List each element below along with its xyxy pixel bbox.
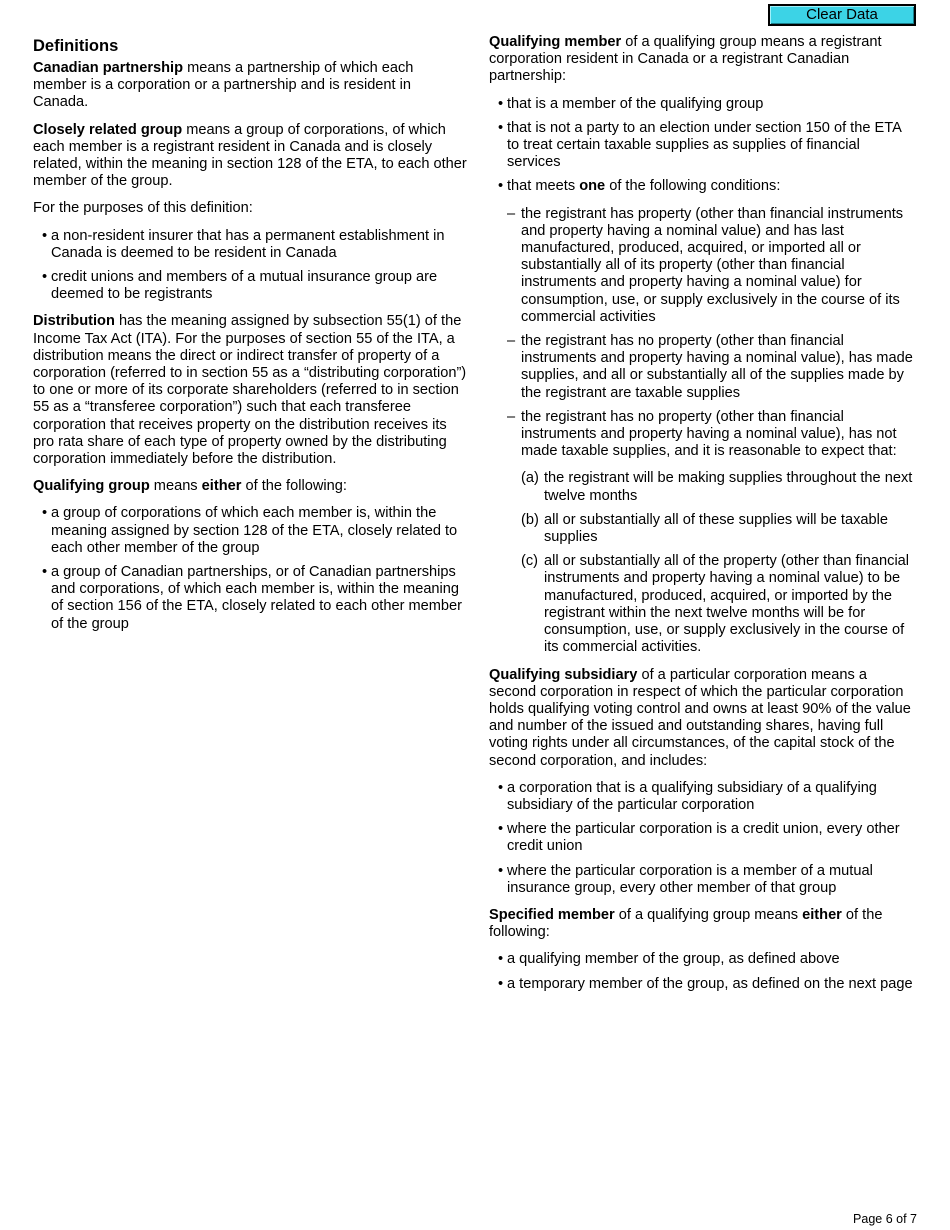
left-column bbox=[33, 34, 468, 643]
term: Qualifying group bbox=[33, 478, 150, 495]
definition-text: means bbox=[149, 478, 202, 495]
term: Closely related group bbox=[33, 121, 183, 138]
definition-qualifying-member bbox=[489, 34, 914, 86]
page-number: Page 6 of 7 bbox=[853, 1212, 917, 1226]
purpose-intro: For the purposes of this definition: bbox=[33, 200, 253, 217]
list-item-text: that meets bbox=[507, 178, 580, 195]
list-item: • a group of corporations of which each member is, within the meaning assigned by section 128 of the ETA, closely related to each other member of the group bbox=[33, 505, 468, 557]
item-marker: (c) bbox=[521, 553, 539, 570]
term: Specified member bbox=[489, 906, 615, 923]
item-text: the registrant will be making supplies throughout the next twelve months bbox=[544, 470, 913, 504]
definition-text: of the following: bbox=[489, 906, 883, 941]
item-text: all or substantially all of these supplies will be taxable supplies bbox=[544, 511, 888, 546]
condition-item: – the registrant has property (other than financial instruments and property having a nominal value) and has last manufactured, produced, acquired, or imported all or substantially all of its property (other than financial instruments and property having a nominal value) for consumption, use, or supply exclusively in the course of its commercial activities bbox=[507, 206, 914, 326]
item-marker: (b) bbox=[521, 511, 539, 528]
emphasis: either bbox=[802, 906, 842, 923]
list-item: • where the particular corporation is a credit union, every other credit union bbox=[489, 821, 914, 855]
clear-data-button[interactable]: Clear Data bbox=[768, 4, 916, 26]
right-column bbox=[489, 34, 914, 1003]
definition-text: of a particular corporation means a second corporation in respect of which the particular corporation holds qualifying voting control and owns at least 90% of the value and number of the issued and outstanding shares, having full voting rights under all circumstances, of the capital stock of the second corporation, and includes: bbox=[489, 666, 911, 769]
term: Qualifying subsidiary bbox=[489, 666, 638, 683]
definition-qualifying-group bbox=[33, 478, 468, 495]
closely-related-bullets bbox=[33, 228, 468, 304]
term: Canadian partnership bbox=[33, 60, 184, 76]
definition-text: has the meaning assigned by subsection 55(1) of the Income Tax Act (ITA). For the purposes of section 55 of the ITA, a distribution means the direct or indirect transfer of property of a corporation (referred to in section 55 as a “distributing corporation”) to one or more of its corporate shareholders (referred to in section 55 as a “transferee corporation”) such that each transferee corporation that receives property on the distribution receives its pro rata share of each type of property owned by the distributing corporation immediately before the distribution. bbox=[33, 313, 467, 468]
definition-canadian-partnership bbox=[33, 60, 468, 112]
condition-list bbox=[507, 206, 914, 461]
page-title: Definitions bbox=[33, 37, 119, 55]
list-item: • a group of Canadian partnerships, or of Canadian partnerships and corporations, of which each member is, within the meaning of section 156 of the ETA, closely related to each other member of the group bbox=[33, 564, 468, 633]
expectation-item bbox=[521, 512, 914, 546]
definition-text: of the following: bbox=[241, 478, 347, 495]
list-item: • a qualifying member of the group, as defined above bbox=[489, 951, 914, 968]
item-text: all or substantially all of the property (other than financial instruments and property having a nominal value) to be manufactured, produced, acquired, or imported by the registrant within the next twelve months will be for consumption, use, or supply exclusively in the course of its commercial activities. bbox=[544, 553, 910, 656]
list-item: • a corporation that is a qualifying subsidiary of a qualifying subsidiary of the particular corporation bbox=[489, 780, 914, 814]
list-item: • that is not a party to an election under section 150 of the ETA to treat certain taxable supplies as supplies of financial services bbox=[489, 120, 914, 172]
item-marker: (a) bbox=[521, 470, 539, 487]
list-item: • that is a member of the qualifying group bbox=[489, 96, 914, 113]
emphasis: one bbox=[579, 178, 606, 195]
list-item bbox=[489, 178, 914, 195]
definition-specified-member bbox=[489, 907, 914, 941]
definition-text: of a qualifying group means bbox=[614, 906, 803, 923]
definition-text: means a partnership of which each member is a corporation or a partnership and is resident in Canada. bbox=[33, 60, 414, 111]
definition-closely-related-group bbox=[33, 122, 468, 191]
emphasis: either bbox=[201, 478, 242, 495]
qualifying-subsidiary-bullets bbox=[489, 780, 914, 897]
list-item: • a temporary member of the group, as defined on the next page bbox=[489, 976, 914, 993]
list-item: • credit unions and members of a mutual insurance group are deemed to be registrants bbox=[33, 269, 468, 303]
expectation-list bbox=[521, 470, 914, 656]
qualifying-member-bullets bbox=[489, 96, 914, 196]
expectation-item bbox=[521, 470, 914, 504]
specified-member-bullets bbox=[489, 951, 914, 992]
list-item: • a non-resident insurer that has a permanent establishment in Canada is deemed to be resident in Canada bbox=[33, 228, 468, 262]
list-item-text: of the following conditions: bbox=[605, 178, 781, 195]
condition-item: – the registrant has no property (other than financial instruments and property having a nominal value), has not made taxable supplies, and it is reasonable to expect that: bbox=[507, 409, 914, 461]
qualifying-group-bullets bbox=[33, 505, 468, 632]
definition-qualifying-subsidiary bbox=[489, 667, 914, 770]
condition-item: – the registrant has no property (other than financial instruments and property having a nominal value), has made supplies, and all or substantially all of the supplies made by the registrant are taxable supplies bbox=[507, 333, 914, 402]
expectation-item bbox=[521, 553, 914, 656]
definition-text: means a group of corporations, of which each member is a registrant resident in Canada and is closely related, within the meaning in section 128 of the ETA, to each other member of the group. bbox=[33, 121, 467, 190]
definition-distribution bbox=[33, 313, 468, 468]
term: Qualifying member bbox=[489, 34, 622, 50]
definition-text: of a qualifying group means a registrant corporation resident in Canada or a registrant Canadian partnership: bbox=[489, 34, 882, 85]
list-item: • where the particular corporation is a member of a mutual insurance group, every other member of that group bbox=[489, 863, 914, 897]
term: Distribution bbox=[33, 313, 115, 330]
